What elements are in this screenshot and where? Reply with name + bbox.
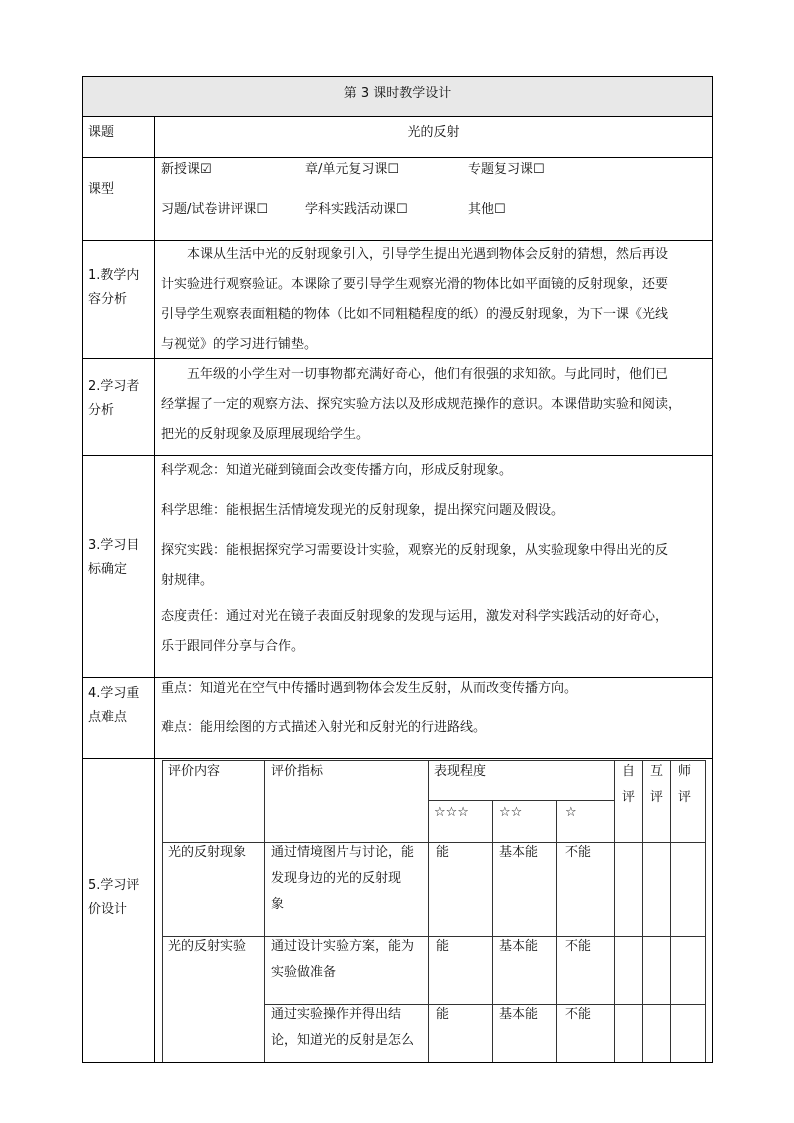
eval-indicator-cell: [271, 840, 426, 918]
header-indicator: 评价指标: [271, 764, 324, 779]
content-analysis-label: [88, 264, 139, 312]
header-char: 互: [650, 764, 664, 779]
topic-value: 光的反射: [407, 125, 460, 140]
eval-border-left: [162, 760, 163, 1062]
lesson-type-option: 习题/试卷讲评课☐: [161, 202, 269, 217]
level-cell: 能: [436, 939, 450, 954]
lesson-type-option: 新授课☑: [161, 162, 212, 177]
lesson-type-option: 专题复习课☐: [468, 162, 545, 177]
learner-analysis-label: [88, 375, 139, 423]
paragraph-line: 引导学生观察表面粗糙的物体（比如不同粗糙程度的纸）的漫反射现象，为下一课《光线: [161, 307, 669, 322]
eval-content-cell: 光的反射现象: [168, 845, 247, 860]
eval-col-divider: [614, 760, 615, 1062]
label-line: 4.学习重: [88, 686, 140, 701]
lesson-type-option: 学科实践活动课☐: [305, 202, 408, 217]
indicator-line: 实验做准备: [271, 965, 337, 980]
eval-indicator-cell: [271, 934, 426, 986]
page-title: 第 3 课时教学设计: [343, 86, 452, 101]
eval-col-divider: [264, 760, 265, 1062]
topic-label: 课题: [88, 125, 115, 140]
label-line: 点难点: [88, 710, 128, 725]
indicator-line: 通过实验操作并得出结: [271, 1007, 402, 1022]
paragraph-line: 把光的反射现象及原理展现给学生。: [161, 427, 370, 442]
objective-item: [161, 496, 707, 526]
lesson-type-option: 章/单元复习课☐: [305, 162, 400, 177]
header-char: 师: [678, 764, 692, 779]
label-line: 标确定: [88, 562, 128, 577]
eval-border-right: [705, 760, 706, 1062]
indicator-line: 象: [271, 897, 285, 912]
row-divider: [82, 116, 713, 117]
objectives-label: [88, 534, 139, 582]
header-teacher: [678, 759, 691, 811]
label-line: 2.学习者: [88, 379, 140, 394]
paragraph-line: 科学思维：能根据生活情境发现光的反射现象，提出探究问题及假设。: [161, 503, 565, 518]
evaluation-table: [162, 760, 706, 1062]
level-cell: 不能: [565, 1007, 592, 1022]
level-cell: 能: [436, 845, 450, 860]
table-border-top: [82, 76, 713, 77]
paragraph-line: 经掌握了一定的观察方法、探究实验方法以及形成规范操作的意识。本课借助实验和阅读，: [161, 397, 682, 412]
paragraph-line: 与视觉》的学习进行铺垫。: [161, 337, 318, 352]
paragraph-line: 乐于跟同伴分享与合作。: [161, 639, 305, 654]
level-cell: 基本能: [499, 939, 539, 954]
indicator-line: 通过设计实验方案，能为: [271, 939, 415, 954]
label-line: 分析: [88, 403, 115, 418]
paragraph-line: 本课从生活中光的反射现象引入，引导学生提出光遇到物体会反射的猜想，然后再设: [187, 247, 669, 262]
eval-col-divider: [642, 760, 643, 1062]
header-char: 自: [622, 764, 636, 779]
level-cell: 基本能: [499, 1007, 539, 1022]
key-point-difficulty: 难点：能用绘图的方式描述入射光和反射光的行进路线。: [161, 720, 487, 735]
table-border-bottom: [82, 1062, 713, 1063]
level-cell: 能: [436, 1007, 450, 1022]
paragraph-line: 射规律。: [161, 573, 214, 588]
header-peer: [650, 759, 663, 811]
label-line: 3.学习目: [88, 538, 140, 553]
paragraph-line: 探究实践：能根据探究学习需要设计实验，观察光的反射现象，从实验现象中得出光的反: [161, 543, 669, 558]
label-line: 价设计: [88, 902, 128, 917]
header-char: 评: [622, 790, 636, 805]
key-points-label: [88, 682, 139, 730]
header-performance: 表现程度: [434, 764, 487, 779]
objective-item: [161, 536, 707, 596]
eval-col-divider: [492, 800, 493, 1062]
paragraph-line: 五年级的小学生对一切事物都充满好奇心，他们有很强的求知欲。与此同时，他们已: [187, 367, 669, 382]
level-two-stars: ☆☆: [499, 805, 523, 820]
header-char: 评: [650, 790, 664, 805]
indicator-line: 论，知道光的反射是怎么: [271, 1033, 415, 1048]
eval-content-cell: 光的反射实验: [168, 939, 247, 954]
level-cell: 不能: [565, 939, 592, 954]
indicator-line: 发现身边的光的反射现: [271, 871, 402, 886]
lesson-type-option: 其他☐: [468, 202, 506, 217]
eval-col-divider: [556, 800, 557, 1062]
key-point-focus: 重点：知道光在空气中传播时遇到物体会发生反射，从而改变传播方向。: [161, 681, 578, 696]
evaluation-label: [88, 874, 139, 922]
header-content: 评价内容: [168, 764, 221, 779]
paragraph-line: 计实验进行观察验证。本课除了要引导学生观察光滑的物体比如平面镜的反射现象，还要: [161, 277, 669, 292]
level-three-stars: ☆☆☆: [434, 805, 469, 820]
level-cell: 基本能: [499, 845, 539, 860]
eval-indicator-cell: [271, 1002, 426, 1054]
paragraph-line: 态度责任：通过对光在镜子表面反射现象的发现与运用，激发对科学实践活动的好奇心，: [161, 609, 669, 624]
objective-item: [161, 602, 707, 662]
lesson-type-label: 课型: [88, 182, 115, 197]
level-one-star: ☆: [565, 805, 577, 820]
level-cell: 不能: [565, 845, 592, 860]
table-border-left: [82, 76, 83, 1063]
label-line: 1.教学内: [88, 268, 140, 283]
label-column-divider: [154, 116, 155, 1063]
eval-col-divider: [670, 760, 671, 1062]
table-border-right: [712, 76, 713, 1063]
content-analysis-text: [161, 240, 707, 360]
paragraph-line: 科学观念：知道光碰到镜面会改变传播方向，形成反射现象。: [161, 463, 513, 478]
eval-col-divider: [428, 760, 429, 1062]
label-line: 容分析: [88, 292, 128, 307]
header-char: 评: [678, 790, 692, 805]
indicator-line: 通过情境图片与讨论，能: [271, 845, 415, 860]
header-self: [622, 759, 635, 811]
label-line: 5.学习评: [88, 878, 140, 893]
learner-analysis-text: [161, 360, 707, 450]
objective-item: [161, 456, 707, 486]
